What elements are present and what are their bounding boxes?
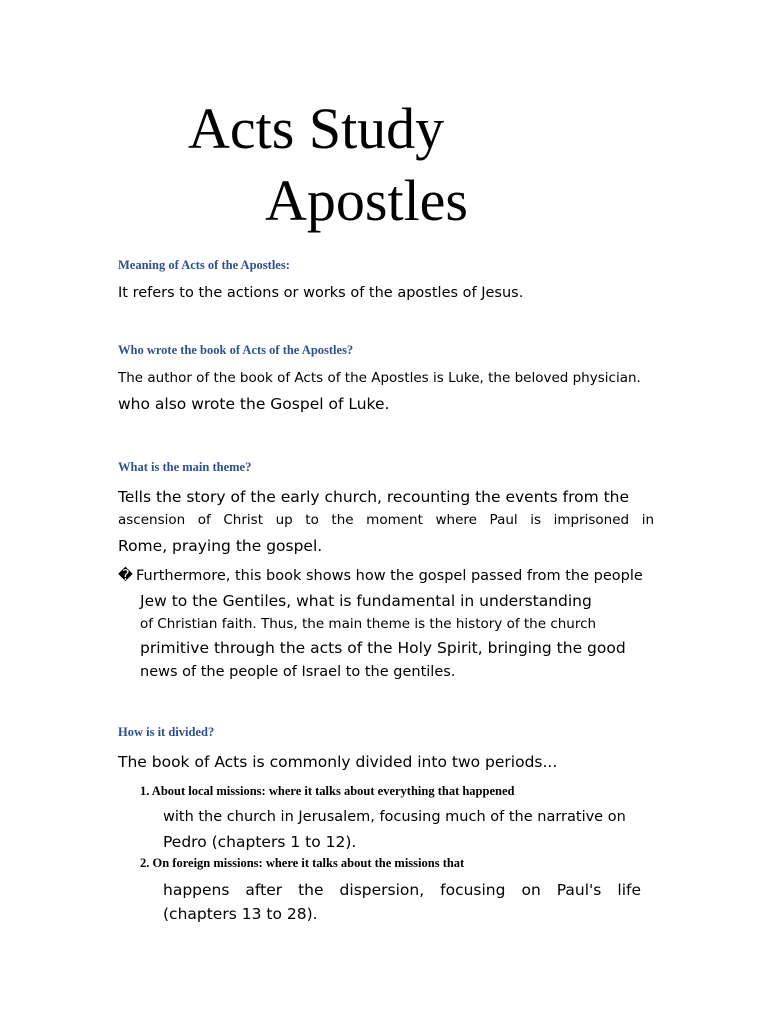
author-line-1: The author of the book of Acts of the Apostles is Luke, the beloved physician. [118, 370, 641, 386]
bullet-line-2: Jew to the Gentiles, what is fundamental in understanding [140, 592, 592, 610]
title-line-2: Apostles [265, 168, 468, 233]
division-item-2-line-1: happens after the dispersion, focusing on Paul's life [163, 881, 641, 899]
heading-theme: What is the main theme? [118, 460, 252, 474]
theme-line-2: ascension of Christ up to the moment where Paul is imprisoned in [118, 512, 654, 528]
division-item-1-line-1: with the church in Jerusalem, focusing much of the narrative on [163, 809, 626, 825]
heading-author: Who wrote the book of Acts of the Apostles? [118, 343, 354, 357]
bullet-line-1: Furthermore, this book shows how the gospel passed from the people [136, 568, 643, 584]
division-item-1-label: 1. About local missions: where it talks about everything that happened [140, 784, 515, 798]
meaning-text: It refers to the actions or works of the apostles of Jesus. [118, 285, 524, 301]
bullet-line-3: of Christian faith. Thus, the main theme is the history of the church [140, 616, 597, 632]
bullet-marker: � [118, 568, 133, 584]
theme-line-3: Rome, praying the gospel. [118, 537, 323, 555]
theme-line-1: Tells the story of the early church, recounting the events from the [118, 488, 630, 506]
division-item-2-line-2: (chapters 13 to 28). [163, 905, 318, 923]
heading-meaning: Meaning of Acts of the Apostles: [118, 258, 290, 272]
bullet-line-5: news of the people of Israel to the gentiles. [140, 664, 456, 680]
division-intro: The book of Acts is commonly divided into two periods... [118, 753, 558, 771]
author-line-2: who also wrote the Gospel of Luke. [118, 395, 390, 413]
heading-division: How is it divided? [118, 725, 215, 739]
bullet-line-4: primitive through the acts of the Holy Spirit, bringing the good [140, 639, 626, 657]
division-item-1-line-2: Pedro (chapters 1 to 12). [163, 833, 357, 851]
division-item-2-label: 2. On foreign missions: where it talks about the missions that [140, 856, 465, 870]
title-line-1: Acts Study [188, 96, 445, 161]
